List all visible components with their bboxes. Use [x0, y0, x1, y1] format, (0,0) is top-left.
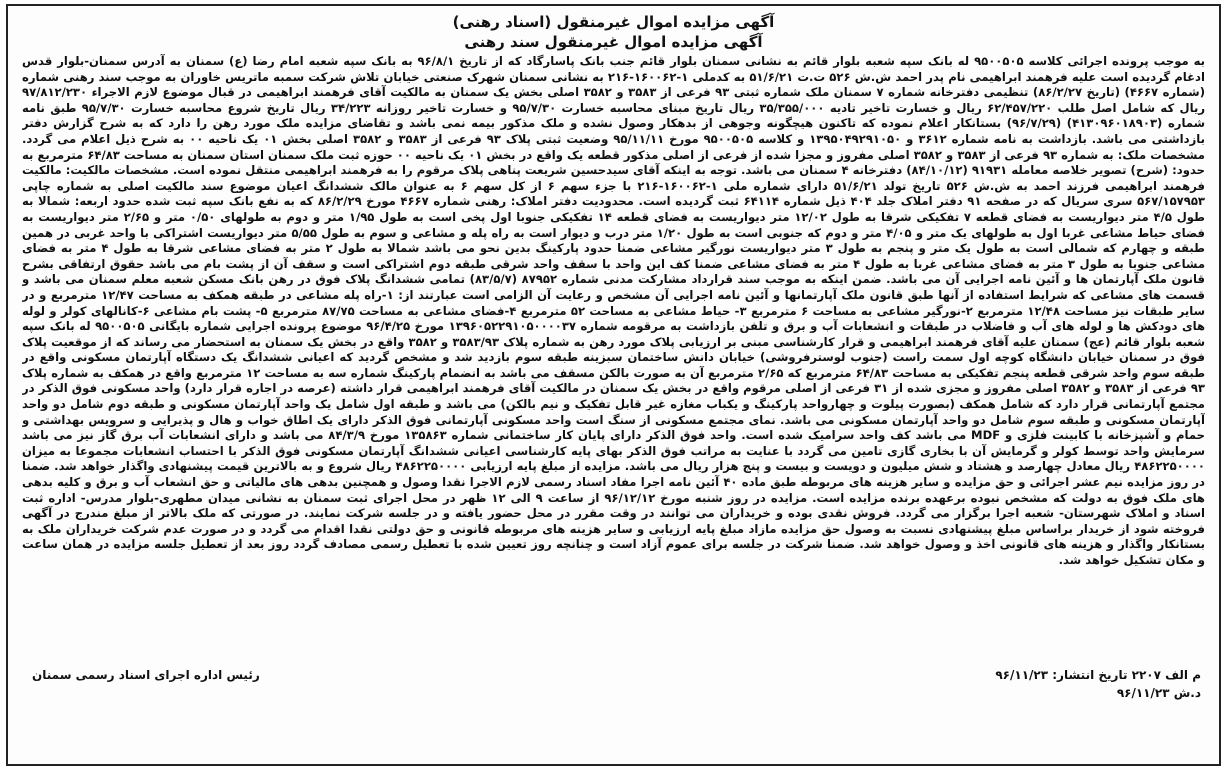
notice-paragraph: به موجب پرونده اجرائی کلاسه ۹۵۰۰۵۰۵ له بانک سپه شعبه بلوار قائم به نشانی سمنان بلوار قائم جنب بانک پاسارگاد که از تاریخ ۹۶/۸/۱ به بانک سپه شعبه امام رضا (ع) سمنان به آدرس سمنان-بلوار قدس ادغام گردیده است علیه فرهمند ابراهیمی نام پدر احمد ش.ش ۵۲۶ ت.ت ۵۱/۶/۲۱ به کدملی ۱-۱۶۰۰۶۲-۲۱۶ به نشانی سمنان شهرک صنعتی خیابان تلاش شرکت سمبه ماتریس خاوران به موجب سند رهنی شماره (شماره ۴۶۶۷) (تاریخ ۸۶/۲/۲۷) تنظیمی دفترخانه شماره ۷ سمنان ملک شماره ثبتی ۹۳ فرعی از ۳۵۸۳ و ۳۵۸۲ اصلی بخش یک سمنان به مالکیت آقای فرهمند ابراهیمی در قبال موضوع لازم الاجراء ۹۷/۸۱۲/۲۳۰ ریال که شامل اصل طلب ۶۲/۴۵۷/۲۲۰ ریال و خسارت تاخیر تادیه ۳۵/۳۵۵/۰۰۰ ریال تاریخ مبنای محاسبه خسارت ۹۵/۷/۳۰ و خسارت تاخیر روزانه ۳۴/۲۲۳ ریال تاریخ شروع محاسبه خسارت ۹۵/۷/۳۰ طبق نامه شماره (۴۱۳۰۹۶۰۱۸۹۰۳) (۹۶/۷/۲۹) بستانکار اعلام نموده که تاکنون هیچگونه وجوهی از بدهکار وصول نشده و ملک مذکور بیمه نمی باشد و تقاضای مزایده ملک مورد رهن را دارد که به شرح گزارش دفتر بازداشتی می باشد. بازداشت به نامه شماره ۳۶۱۲ و ۱۳۹۵۰۴۹۲۹۱۰۵۰ و کلاسه ۹۵۰۰۵۰۵ مورخ ۹۵/۱۱/۱۱ وضعیت ثبتی پلاک ۹۳ فرعی از ۳۵۸۳ و ۳۵۸۲ اصلی بخش ۰۱ یک ناحیه ۰۰ به شرح ذیل اعلام می گردد. مشخصات ملک: به شماره ۹۳ فرعی از ۳۵۸۳ و ۳۵۸۲ اصلی مفروز و مجزا شده از فرعی از اصلی مذکور قطعه یک واقع در بخش ۰۱ یک ناحیه ۰۰ حوزه ثبت ملک سمنان استان سمنان به مساحت ۶۴/۸۳ مترمربع به حدود: (شرح) تصویر خلاصه معامله ۹۱۹۳۱ (۸۴/۱۰/۱۲) دفترخانه ۴ سمنان می باشد. توجه به اینکه آقای سیدحسین شریعت پناهی پلاک مرقوم را به فرهمند ابراهیمی منتقل نموده است. مشخصات مالکیت: مالکیت فرهمند ابراهیمی فرزند احمد به ش.ش ۵۲۶ تاریخ تولد ۵۱/۶/۲۱ دارای شماره ملی ۱-۱۶۰۰۶۲-۲۱۶ با جزء سهم ۶ از کل سهم ۶ به عنوان مالک ششدانگ اعیان موضوع سند مالکیت اصلی به شماره چاپی ۵۶۷/۱۵۷۹۵۳ سری سریال که در صفحه ۹۱ دفتر املاک جلد ۴۰۴ ذیل شماره ۶۴۱۱۴ ثبت گردیده است. محدودیت دفتر املاک: رهنی شماره ۴۶۶۷ مورخ ۸۶/۲/۲۹ که به نفع بانک سپه ثبت شده حدود اربعه: شمالا به طول ۴/۵ متر دیواریست به فضای قطعه ۷ تفکیکی شرقا به طول ۱۲/۰۲ متر دیواریست به فضای قطعه ۱۴ تفکیکی جنوبا اول پخی است به طول ۱/۹۵ متر و دوم به طولهای ۰/۵۰ متر و ۲/۶۵ متر دیواریست به فضای حیاط مشاعی غربا اول به طولهای یک متر و ۴/۰۵ متر و دوم که جنوبی است به طول ۱/۲۰ متر درب و دیوار است به راه پله و مشاعی و سوم به طول ۵/۵۵ متر دیواریست اشتراکی با واحد غربی در همین طبقه و چهارم که شمالی است به طول یک متر و پنجم به طول ۳ متر دیواریست نورگیر مشاعی ضمنا حدود پارکینگ بدین نحو می باشد شمالا به طول ۲ متر به فضای مشاعی شرقا به طول ۴ متر به فضای مشاعی جنوبا به طول ۳ متر به فضای مشاعی غربا به طول ۴ متر به فضای مشاعی ضمنا کف این واحد با سقف واحد شرقی طبقه دوم اشتراکی است و سقف آن از پشت بام می باشد حقوق ارتفاقی بشرح قانون ملک آپارتمان ها و آئین نامه اجرایی آن می باشد. ضمن اینکه به موجب سند قرارداد مشارکت مدنی شماره ۸۷۹۵۲ (۸۳/۵/۷) تمامی ششدانگ پلاک فوق در رهن بانک مسکن شعبه معلم سمنان می باشد و قسمت های مشاعی که شرایط استفاده از آنها طبق قانون ملک آپارتمانها و آئین نامه اجرایی آن مشخص و رعایت آن الزامی است عبارتند از: ۱-راه پله مشاعی در طبقه همکف به مساحت ۱۲/۴۷ مترمربع و در سایر طبقات نیز مساحت ۱۲/۴۸ مترمربع ۲-نورگیر مشاعی به مساحت ۶ مترمربع ۳- حیاط مشاعی به مساحت ۵۲ مترمربع ۴-فضای مشاعی به مساحت ۸۷/۷۵ مترمربع ۵- پشت بام مشاعی ۶-کانالهای کولر و لوله های دودکش ها و لوله های آب و فاضلاب در طبقات و انشعابات آب و برق و تلفن بازداشت به مرقومه شماره ۱۳۹۶۰۵۲۲۹۱۰۵۰۰۰۰۳۷ مورخ ۹۶/۴/۲۵ موضوع پرونده اجرایی شماره بایگانی ۹۵۰۰۵۰۵ له بانک سپه شعبه بلوار قائم (عج) سمنان علیه آقای فرهمند ابراهیمی و قرار کارشناسی مبنی بر ارزیابی پلاک مورد رهن به شماره پلاک ۳۵۸۳/۹۳ و ۳۵۸۲ واقع در بخش یک سمنان به استحضار می رساند که از موقعیت پلاک فوق در سمنان خیابان دانشگاه کوچه اول سمت راست (جنوب لوسترفروشی) خیابان دانش ساختمان سبزینه طبقه سوم بازدید شد و مشخص گردید که اعیانی ششدانگ یک دستگاه آپارتمان مسکونی واقع در طبقه سوم واحد شرقی قطعه پنجم تفکیکی به مساحت ۶۴/۸۳ مترمربع که ۲/۶۵ مترمربع آن به صورت بالکن مسقف می باشد به انضمام پارکینگ شماره سه به مساحت ۱۲ مترمربع واقع در همکف به شماره پلاک ۹۳ فرعی از ۳۵۸۳ و ۳۵۸۲ اصلی مفروز و مجزی شده از ۳۱ فرعی از اصلی مرقوم واقع در بخش یک سمنان در مالکیت آقای فرهمند ابراهیمی قرار داشته (عرصه در اجاره قرار دارد) واحد مسکونی فوق الذکر در مجتمع آپارتمانی قرار دارد که شامل همکف (بصورت پیلوت و چهارواحد پارکینگ و یکباب مغازه غیر قابل تفکیک و نیم بالکن) می باشد و طبقه اول شامل یک واحد آپارتمان مسکونی و طبقه دوم شامل دو واحد آپارتمان مسکونی و طبقه سوم شامل دو واحد آپارتمان مسکونی می باشد. نمای مجتمع مسکونی از سنگ است واحد مسکونی آپارتمانی فوق الذکر دارای یک اطاق خواب و هال و پذیرایی و سرویس بهداشتی و حمام و آشپزخانه با کابینت فلزی و MDF می باشد کف واحد سرامیک شده است. واحد فوق الذکر دارای پایان کار ساختمانی شماره ۱۳۵۸۶۳ مورخ ۸۴/۳/۹ می باشد و دارای انشعابات آب برق گاز نیز می باشد سرمایش واحد توسط کولر و گرمایش آن با بخاری گازی تامین می گردد با عنایت به مراتب فوق الذکر بهای پایه کارشناسی اعیانی ششدانگ آپارتمان مسکونی فوق الذکر با احتساب انشعابات مجموعا به میزان ۴۸۶۲۲۵۰۰۰۰ ریال معادل چهارصد و هشتاد و شش میلیون و دویست و بیست و پنج هزار ریال می باشد. مزایده از مبلغ پایه ارزیابی ۴۸۶۲۲۵۰۰۰۰ ریال شروع و به بالاترین قیمت پیشنهادی واگذار خواهد شد. ضمنا در روز مزایده نیم عشر اجرائی و حق مزایده و سایر هزینه های مربوطه طبق ماده ۴۰ آئین نامه اجرا مفاد اسناد رسمی لازم الاجرا نقدا وصول و همچنین بدهی های مالیاتی و حق انشعاب آب و برق و کلیه بدهی های ملک فوق به دولت که مشخص نبوده برعهده برنده مزایده است. مزایده در روز شنبه مورخ ۹۶/۱۲/۱۲ از ساعت ۹ الی ۱۲ ظهر در محل اجرای ثبت سمنان به نشانی میدان مطهری-بلوار مدرس- اداره ثبت اسناد و املاک شهرستان- شعبه اجرا برگزار می گردد. فروش نقدی بوده و خریداران می توانند در وقت مقرر در محل حضور یافته و در جلسه شرکت نمایند. در صورتی که ملک بالاتر از مبلغ مندرج در آگهی فروخته شود از خریدار براساس مبلغ پیشنهادی نسبت به وصول حق مزایده مازاد مبلغ پایه ارزیابی و سایر هزینه های مربوطه قانونی و حق دولتی نقدا اقدام می گردد و در صورت عدم شرکت خریداران ملک به بستانکار واگذار و هزینه های قانونی اخذ و وصول خواهد شد. ضمنا شرکت در جلسه برای عموم آزاد است و چنانچه روز تعیین شده با تعطیل رسمی مصادف گردد روز بعد از تعطیل جلسه مزایده در همان ساعت و مکان تشکیل خواهد شد. — [22, 54, 1205, 567]
publication-line: م الف ۲۲۰۷ تاریخ انتشار: ۹۶/۱۱/۲۳ — [995, 668, 1201, 682]
notice-body — [22, 54, 1205, 666]
notice-subtitle: آگهی مزایده اموال غیرمنقول سند رهنی — [464, 33, 763, 51]
date-line: د.ش ۹۶/۱۱/۲۳ — [1116, 686, 1201, 700]
signature: رئیس اداره اجرای اسناد رسمی سمنان — [32, 668, 260, 682]
notice-footer — [22, 666, 1205, 726]
notice-title: آگهی مزایده اموال غیرمنقول (اسناد رهنی) — [452, 13, 775, 31]
auction-notice — [6, 4, 1221, 766]
publication-meta — [995, 666, 1201, 702]
